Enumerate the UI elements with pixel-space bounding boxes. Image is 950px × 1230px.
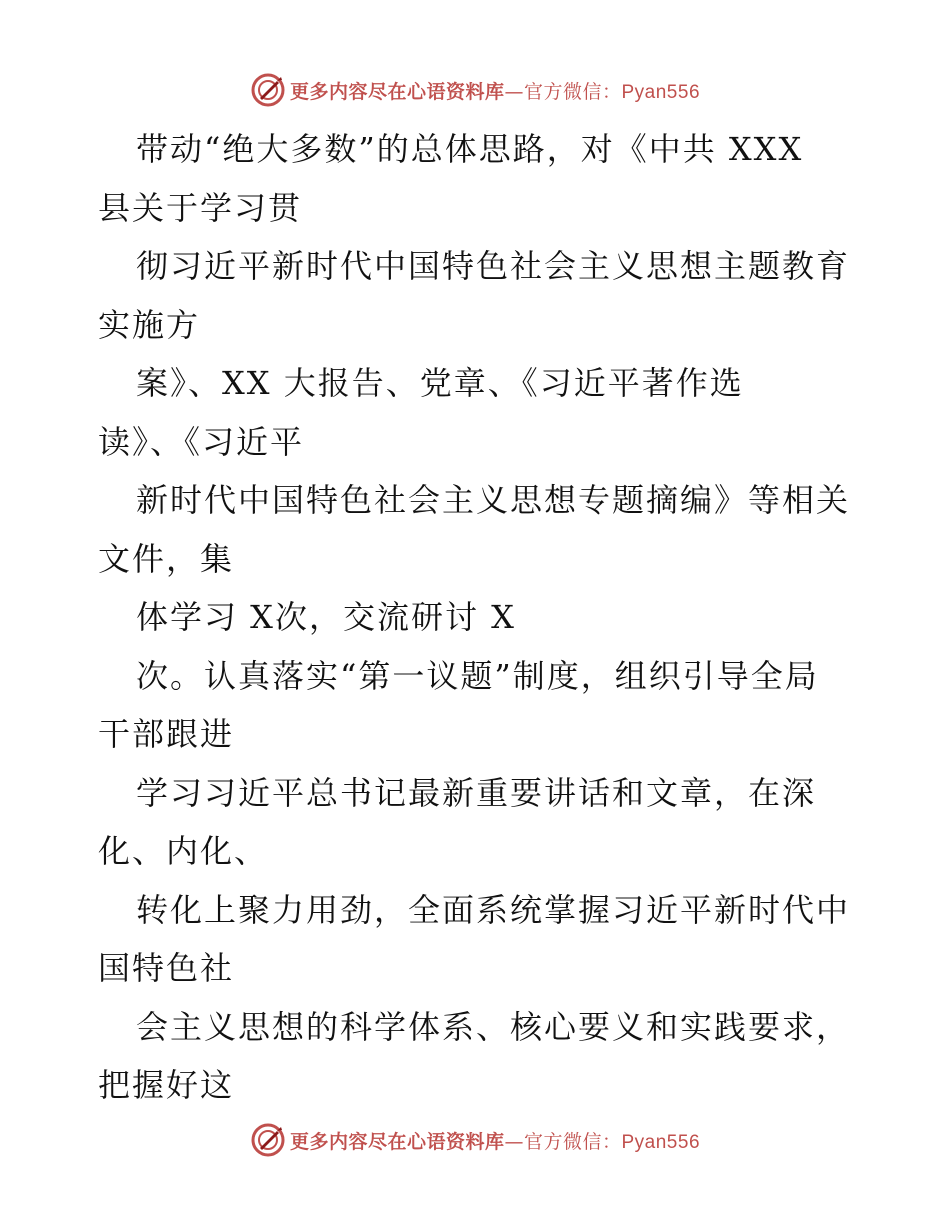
header-banner-main: 更多内容尽在心语资料库 [289,80,505,103]
header-banner-text [290,77,700,104]
body-line: 新时代中国特色社会主义思想专题摘编》等相关 [136,481,851,519]
body-line: 化、内化、 [98,832,269,870]
body-line: 带动“绝大多数”的总体思路，对《中共 XXX [136,130,804,168]
footer-banner-main: 更多内容尽在心语资料库 [289,1130,505,1153]
body-line: 学习习近平总书记最新重要讲话和文章，在深 [136,773,817,812]
body-line: 次。认真落实“第一议题”制度，组织引导全局 [136,656,819,695]
body-line: 干部跟进 [98,715,235,753]
body-line: 县关于学习贯 [98,188,303,227]
header-banner [0,70,950,110]
body-line: 彻习近平新时代中国特色社会主义思想主题教育 [136,247,851,285]
body-line: 体学习 X次，交流研讨 X [136,598,516,636]
logo-icon [250,1122,286,1158]
body-line: 转化上聚力用劲，全面系统掌握习近平新时代中 [136,890,851,929]
document-body [98,120,878,1115]
body-line: 读》、《习近平 [98,422,305,461]
footer-banner [0,1120,950,1160]
body-line: 会主义思想的科学体系、核心要义和实践要求， [136,1007,851,1046]
footer-banner-text [290,1127,700,1154]
header-banner-dash: — [504,80,524,103]
body-line: 案》、XX 大报告、党章、《习近平著作选 [136,364,744,402]
header-banner-id: Pyan556 [621,81,701,103]
logo-icon [250,72,286,108]
body-line: 把握好这 [98,1066,235,1104]
body-line: 实施方 [98,305,201,344]
footer-banner-dash: — [504,1130,524,1153]
body-line: 国特色社 [98,949,235,987]
header-banner-sub: 官方微信： [523,80,622,103]
footer-banner-sub: 官方微信： [523,1130,622,1153]
body-line: 文件，集 [98,539,235,578]
footer-banner-id: Pyan556 [621,1131,701,1153]
